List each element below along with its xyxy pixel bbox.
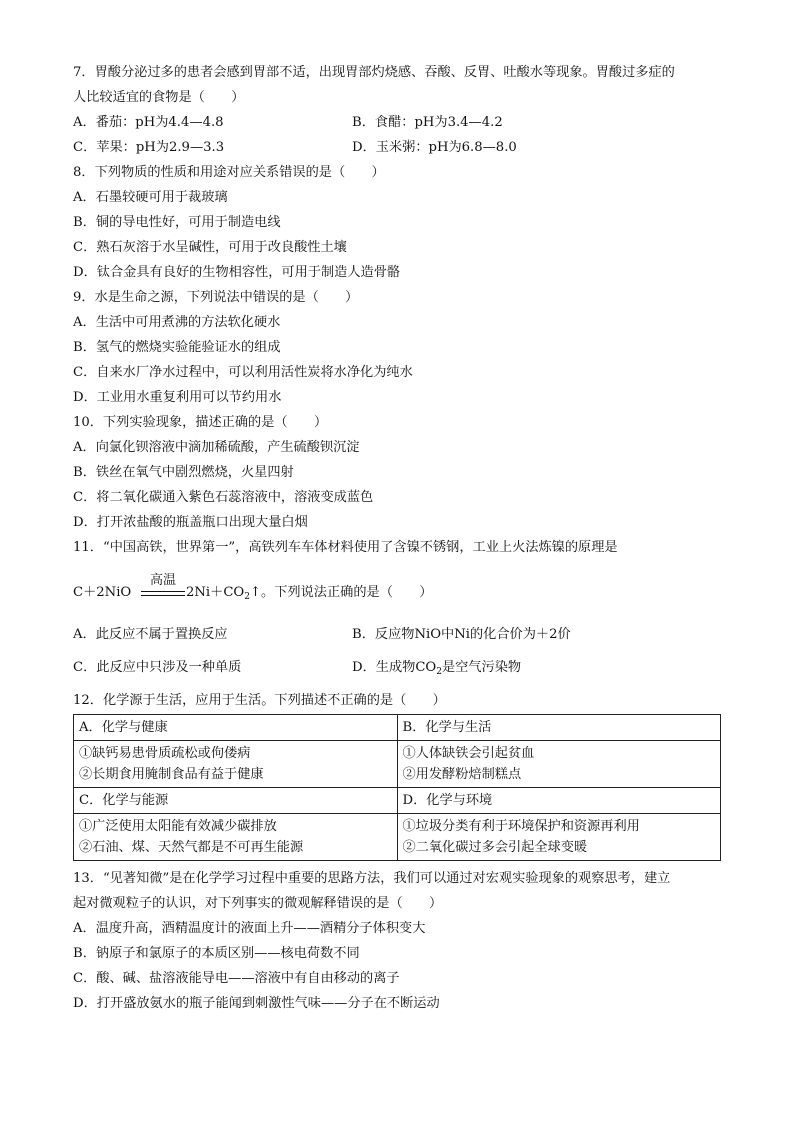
- q7-stem-line1: 7．胃酸分泌过多的患者会感到胃部不适，出现胃部灼烧感、吞酸、反胃、吐酸水等现象。胃酸过多症的: [73, 65, 675, 80]
- cell-b-body: [397, 741, 721, 788]
- q7-stem-line2: 人比较适宜的食物是（ ）: [73, 90, 245, 105]
- q7-option-c: C．苹果：pH为2.9—3.3: [73, 140, 225, 155]
- q7-option-b: B．食醋：pH为3.4—4.2: [352, 115, 503, 130]
- q8-option-d: D．钛合金具有良好的生物相容性，可用于制造人造骨骼: [73, 265, 401, 280]
- q13-option-c: C．酸、碱、盐溶液能导电——溶液中有自由移动的离子: [73, 971, 400, 986]
- q7-option-row-1: [73, 114, 733, 132]
- q9-option-a: A．生活中可用煮沸的方法软化硬水: [73, 315, 281, 330]
- q13-option-b: B．钠原子和氯原子的本质区别——核电荷数不同: [73, 946, 360, 961]
- q11-option-c: C．此反应中只涉及一种单质: [73, 660, 242, 675]
- q11-chemical-equation: [73, 574, 733, 606]
- cell-a-body: [74, 741, 398, 788]
- q13-stem-line2: 起对微观粒子的认识，对下列事实的微观解释错误的是（ ）: [73, 896, 443, 911]
- q13-option-a: A．温度升高，酒精温度计的液面上升——酒精分子体积变大: [73, 921, 426, 936]
- cell-c-head: C．化学与能源: [74, 788, 398, 814]
- q11-option-row-1: [73, 626, 733, 644]
- q11-option-row-2: [73, 659, 733, 677]
- q9-option-c: C．自来水厂净水过程中，可以利用活性炭将水净化为纯水: [73, 365, 413, 380]
- q10-option-d: D．打开浓盐酸的瓶盖瓶口出现大量白烟: [73, 515, 308, 530]
- q9-stem: 9．水是生命之源，下列说法中错误的是（ ）: [73, 290, 359, 305]
- cell-b-line1: ①人体缺铁会引起贫血: [402, 746, 535, 761]
- equation-condition: 高温: [149, 573, 176, 588]
- subscript: 2: [244, 592, 250, 602]
- q8-option-c: C．熟石灰溶于水呈碱性，可用于改良酸性土壤: [73, 240, 347, 255]
- cell-c-line1: ①广泛使用太阳能有效减少碳排放: [79, 819, 277, 834]
- table-row: [74, 741, 721, 788]
- q10-option-c: C．将二氧化碳通入紫色石蕊溶液中，溶液变成蓝色: [73, 490, 374, 505]
- cell-d-head: D．化学与环境: [397, 788, 721, 814]
- q9-option-d: D．工业用水重复利用可以节约用水: [73, 390, 282, 405]
- q7-option-row-2: [73, 139, 733, 157]
- equation-reactants: C＋2NiO: [73, 585, 132, 600]
- q7-option-a: A．番茄：pH为4.4—4.8: [73, 115, 224, 130]
- cell-c-line2: ②石油、煤、天然气都是不可再生能源: [79, 840, 304, 855]
- q8-option-b: B．铜的导电性好，可用于制造电线: [73, 215, 281, 230]
- q7-option-d: D．玉米粥：pH为6.8—8.0: [352, 140, 517, 155]
- q10-option-b: B．铁丝在氧气中剧烈燃烧，火星四射: [73, 465, 294, 480]
- table-row: [74, 788, 721, 814]
- cell-b-line2: ②用发酵粉焙制糕点: [402, 767, 522, 782]
- q10-option-a: A．向氯化钡溶液中滴加稀硫酸，产生硫酸钡沉淀: [73, 440, 360, 455]
- q11-stem: 11．“中国高铁，世界第一”，高铁列车车体材料使用了含镍不锈钢，工业上火法炼镍的原理是: [73, 540, 618, 555]
- q12-stem: 12．化学源于生活，应用于生活。下列描述不正确的是（ ）: [73, 693, 446, 708]
- option-d-text: D．生成物CO: [352, 660, 437, 675]
- cell-d-line2: ②二氧化碳过多会引起全球变暖: [402, 840, 588, 855]
- q10-stem: 10．下列实验现象，描述正确的是（ ）: [73, 415, 328, 430]
- q11-option-d: [352, 659, 521, 681]
- table-row: [74, 814, 721, 861]
- q12-table: [73, 714, 721, 861]
- q13-option-d: D．打开盛放氨水的瓶子能闻到刺激性气味——分子在不断运动: [73, 996, 440, 1011]
- cell-d-body: [397, 814, 721, 861]
- equation-equals-sign: [141, 591, 185, 596]
- products-text: 2Ni＋CO: [186, 585, 245, 600]
- cell-d-line1: ①垃圾分类有利于环境保护和资源再利用: [402, 819, 640, 834]
- table-row: [74, 715, 721, 741]
- cell-a-head: A．化学与健康: [74, 715, 398, 741]
- q13-stem-line1: 13．“见著知微”是在化学学习过程中重要的思路方法，我们可以通过对宏观实验现象的观察思考，建立: [73, 871, 671, 886]
- cell-b-head: B．化学与生活: [397, 715, 721, 741]
- q9-option-b: B．氢气的燃烧实验能验证水的组成: [73, 340, 281, 355]
- cell-a-line2: ②长期食用腌制食品有益于健康: [79, 767, 264, 782]
- q8-stem: 8．下列物质的性质和用途对应关系错误的是（ ）: [73, 165, 385, 180]
- cell-c-body: [74, 814, 398, 861]
- subscript: 2: [436, 667, 442, 677]
- option-d-tail: 是空气污染物: [441, 660, 522, 675]
- equation-products: [186, 584, 432, 606]
- q8-option-a: A．石墨较硬可用于裁玻璃: [73, 190, 228, 205]
- cell-a-line1: ①缺钙易患骨质疏松或佝偻病: [79, 746, 251, 761]
- equation-tail: ↑。下列说法正确的是（ ）: [249, 585, 433, 600]
- q11-option-a: A．此反应不属于置换反应: [73, 627, 228, 642]
- q11-option-b: B．反应物NiO中Ni的化合价为＋2价: [352, 627, 571, 642]
